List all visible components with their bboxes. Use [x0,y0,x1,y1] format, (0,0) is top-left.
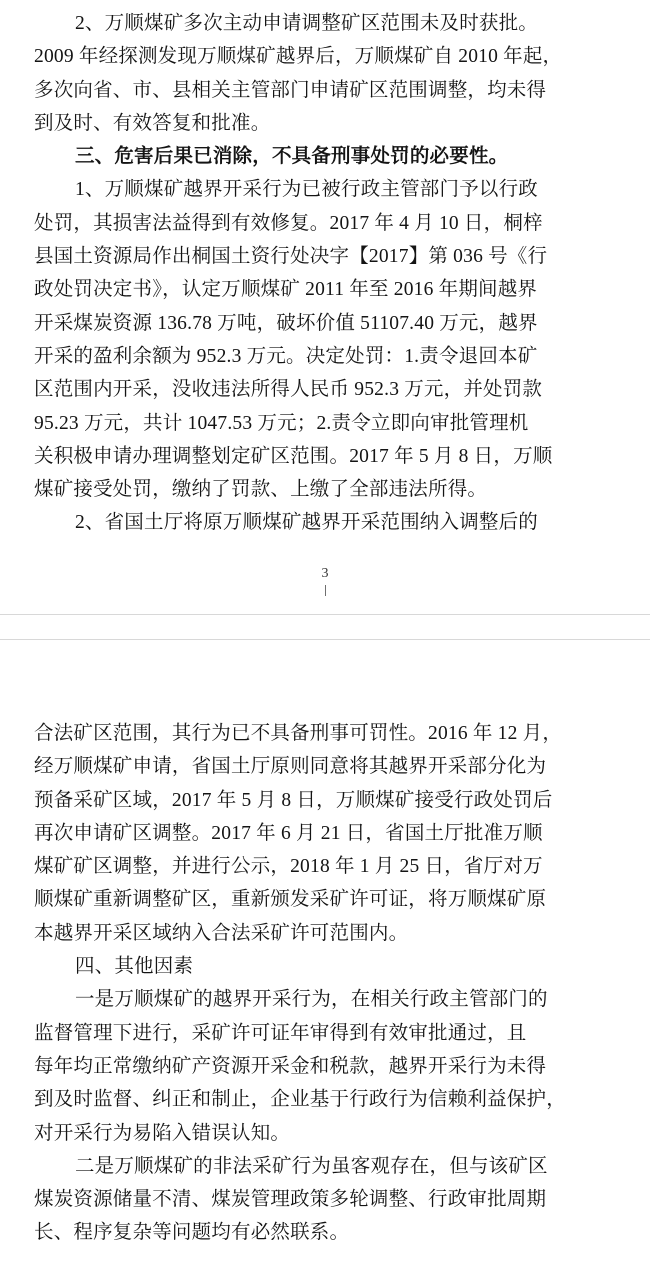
paragraph: 政处罚决定书》，认定万顺煤矿 2011 年至 2016 年期间越界 [34,279,538,301]
paragraph: 到及时监督、纠正和制止，企业基于行政行为信赖利益保护， [34,1089,566,1111]
paragraph: 每年均正常缴纳矿产资源开采金和税款，越界开采行为未得 [34,1055,547,1077]
paragraph: 到及时、有效答复和批准。 [34,112,271,134]
paragraph: 煤矿矿区调整，并进行公示，2018 年 1 月 25 日，省厅对万 [34,856,543,878]
page-number-caret [325,585,326,596]
paragraph: 1、万顺煤矿越界开采行为已被行政主管部门予以行政 [74,179,538,201]
paragraph: 一是万顺煤矿的越界开采行为，在相关行政主管部门的 [74,989,548,1011]
paragraph: 监督管理下进行，采矿许可证年审得到有效审批通过，且 [34,1022,527,1044]
page-separator [0,614,650,640]
paragraph: 2009 年经探测发现万顺煤矿越界后，万顺煤矿自 2010 年起， [34,46,563,68]
paragraph: 经万顺煤矿申请，省国土厅原则同意将其越界开采部分化为 [34,756,547,778]
paragraph: 区范围内开采，没收违法所得人民币 952.3 万元，并处罚款 [34,379,543,401]
document-page-1 [0,0,650,614]
paragraph: 县国土资源局作出桐国土资行处决字【2017】第 036 号《行 [34,246,548,268]
paragraph: 2、省国土厅将原万顺煤矿越界开采范围纳入调整后的 [74,512,538,534]
paragraph: 煤炭资源储量不清、煤炭管理政策多轮调整、行政审批周期 [34,1189,547,1211]
paragraph: 合法矿区范围，其行为已不具备刑事可罚性。2016 年 12 月， [34,723,563,744]
paragraph: 多次向省、市、县相关主管部门申请矿区范围调整，均未得 [34,79,547,101]
page-number [0,566,650,596]
paragraph: 顺煤矿重新调整矿区，重新颁发采矿许可证，将万顺煤矿原 [34,889,547,911]
paragraph: 长、程序复杂等问题均有必然联系。 [34,1222,350,1244]
paragraph: 处罚，其损害法益得到有效修复。2017 年 4 月 10 日，桐梓 [34,212,543,234]
document-page-2 [0,640,650,1285]
paragraph: 预备采矿区域，2017 年 5 月 8 日，万顺煤矿接受行政处罚后 [34,789,553,811]
paragraph: 关积极申请办理调整划定矿区范围。2017 年 5 月 8 日，万顺 [34,445,553,467]
paragraph: 对开采行为易陷入错误认知。 [34,1122,291,1144]
section-heading-three: 三、危害后果已消除，不具备刑事处罚的必要性。 [74,146,509,168]
page-number-label: 3 [321,566,329,581]
paragraph: 再次申请矿区调整。2017 年 6 月 21 日，省国土厅批准万顺 [34,822,543,844]
paragraph: 95.23 万元，共计 1047.53 万元；2.责令立即向审批管理机 [34,412,529,434]
paragraph: 本越界开采区域纳入合法采矿许可范围内。 [34,922,409,944]
paragraph: 2、万顺煤矿多次主动申请调整矿区范围未及时获批。 [74,13,538,34]
paragraph: 煤矿接受处罚，缴纳了罚款、上缴了全部违法所得。 [34,479,488,501]
section-heading-four: 四、其他因素 [74,956,194,978]
paragraph: 二是万顺煤矿的非法采矿行为虽客观存在，但与该矿区 [74,1155,548,1177]
paragraph: 开采的盈利余额为 952.3 万元。决定处罚：1.责令退回本矿 [34,345,538,367]
paragraph: 开采煤炭资源 136.78 万吨，破坏价值 51107.40 万元，越界 [34,312,538,334]
